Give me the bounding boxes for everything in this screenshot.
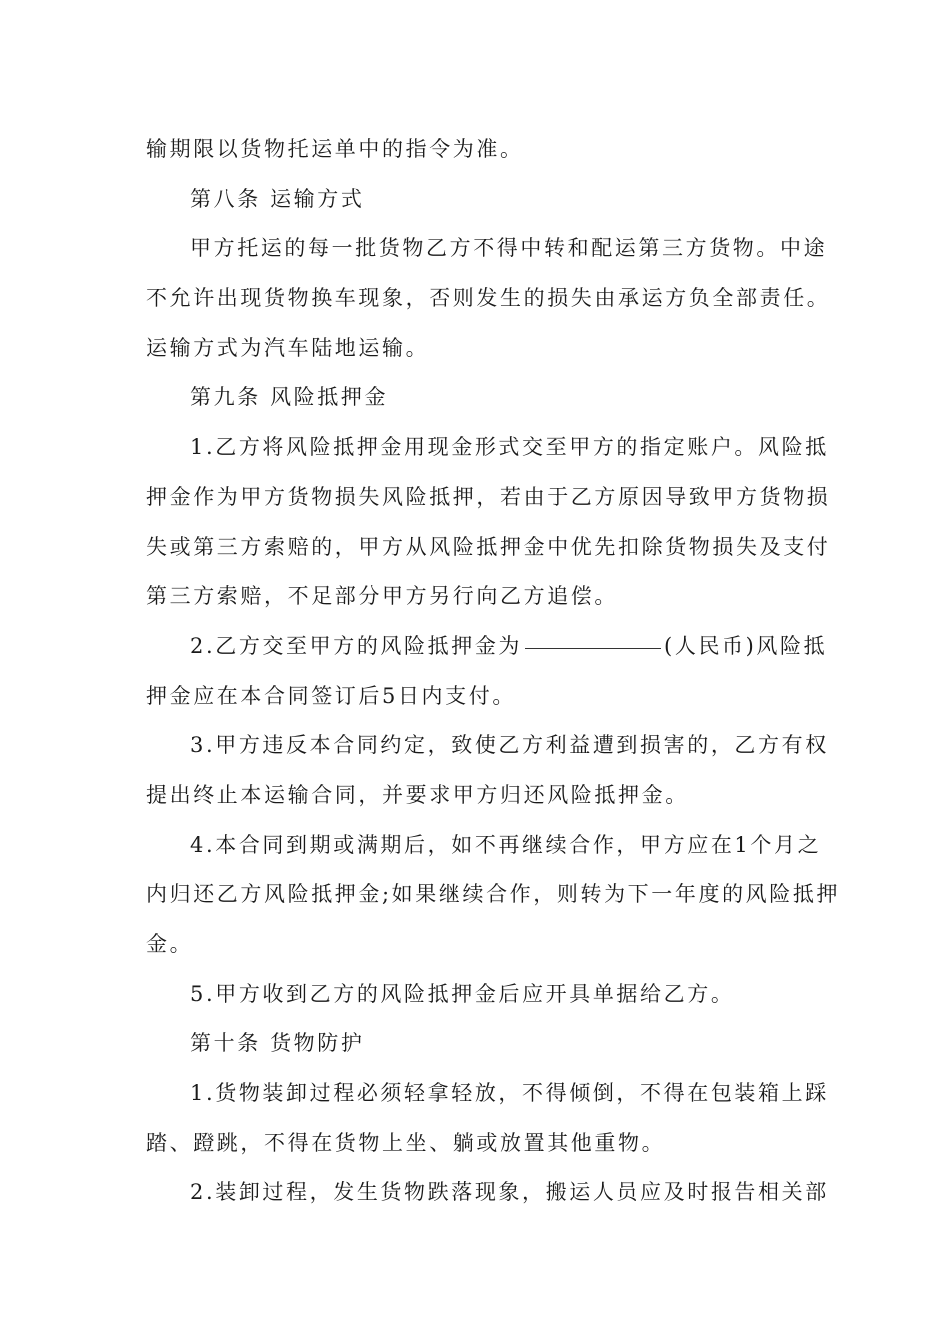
paragraph-text: (人民币)风险抵 <box>664 633 828 658</box>
paragraph-line: 押金应在本合同签订后5日内支付。 <box>146 683 516 708</box>
paragraph-text: 2.乙方交至甲方的风险抵押金为 <box>190 633 523 658</box>
paragraph-line: 第三方索赔，不足部分甲方另行向乙方追偿。 <box>146 584 618 609</box>
paragraph-line: 内归还乙方风险抵押金;如果继续合作，则转为下一年度的风险抵押 <box>146 882 841 907</box>
paragraph-line: 失或第三方索赔的，甲方从风险抵押金中优先扣除货物损失及支付 <box>146 534 831 559</box>
article-10-heading: 第十条 货物防护 <box>190 1031 365 1056</box>
fill-in-blank <box>525 647 661 649</box>
paragraph-line: 金。 <box>146 932 194 956</box>
article-9-heading: 第九条 风险抵押金 <box>190 385 389 410</box>
paragraph-line: 输期限以货物托运单中的指令为准。 <box>146 137 524 161</box>
paragraph-line: 4.本合同到期或满期后，如不再继续合作，甲方应在1个月之 <box>190 832 822 857</box>
paragraph-line: 不允许出现货物换车现象，否则发生的损失由承运方负全部责任。 <box>146 286 831 311</box>
paragraph-line: 踏、蹬跳，不得在货物上坐、躺或放置其他重物。 <box>146 1130 666 1155</box>
paragraph-line-with-blank <box>146 622 828 672</box>
paragraph-line: 2.装卸过程，发生货物跌落现象，搬运人员应及时报告相关部 <box>190 1180 829 1205</box>
paragraph-line: 甲方托运的每一批货物乙方不得中转和配运第三方货物。中途 <box>190 236 828 261</box>
contract-text <box>146 125 841 1218</box>
paragraph-line: 提出终止本运输合同，并要求甲方归还风险抵押金。 <box>146 782 689 807</box>
paragraph-line: 押金作为甲方货物损失风险抵押，若由于乙方原因导致甲方货物损 <box>146 484 831 509</box>
paragraph-line: 3.甲方违反本合同约定，致使乙方利益遭到损害的，乙方有权 <box>190 733 829 758</box>
article-8-heading: 第八条 运输方式 <box>190 186 365 211</box>
paragraph-line: 运输方式为汽车陆地运输。 <box>146 335 430 360</box>
paragraph-line: 1.乙方将风险抵押金用现金形式交至甲方的指定账户。风险抵 <box>190 435 829 460</box>
paragraph-line: 1.货物装卸过程必须轻拿轻放，不得倾倒，不得在包装箱上踩 <box>190 1081 829 1106</box>
paragraph-line: 5.甲方收到乙方的风险抵押金后应开具单据给乙方。 <box>190 981 735 1006</box>
